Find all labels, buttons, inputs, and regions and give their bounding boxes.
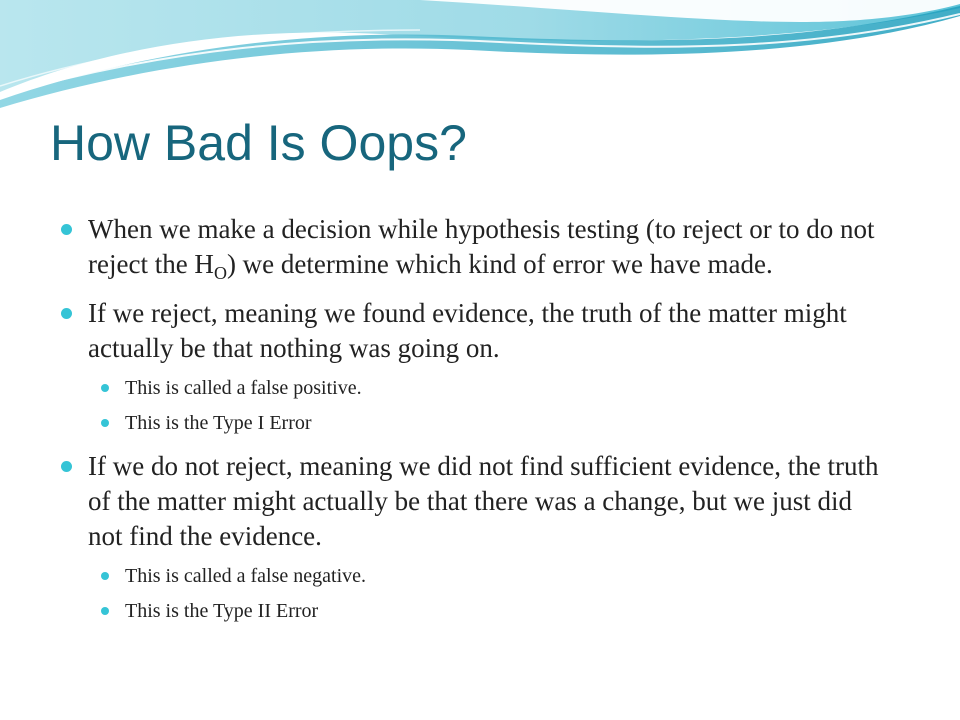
subbullet-text: This is called a false negative. xyxy=(125,565,367,587)
subbullet-dot-icon xyxy=(101,572,109,580)
bullet-dot-icon xyxy=(61,461,72,472)
subbullet-text: This is called a false positive. xyxy=(125,377,362,399)
subbullet-type-one-error xyxy=(97,411,880,435)
bullet-dot-icon xyxy=(61,308,72,319)
bullet-text: When we make a decision while hypothesis testing (to reject or to do not reject the H xyxy=(88,214,875,279)
subbullet-false-negative xyxy=(97,564,880,588)
header-wave-decoration xyxy=(0,0,960,120)
subbullet-dot-icon xyxy=(101,384,109,392)
subbullet-type-two-error xyxy=(97,599,880,623)
bullet-text-continued: ) we determine which kind of error we have made. xyxy=(226,249,773,279)
bullet-list xyxy=(60,212,880,623)
subbullet-dot-icon xyxy=(101,419,109,427)
subbullet-text: This is the Type II Error xyxy=(125,600,319,622)
bullet-do-not-reject xyxy=(60,449,880,554)
slide-title: How Bad Is Oops? xyxy=(50,115,467,171)
bullet-text: If we do not reject, meaning we did not find sufficient evidence, the truth of the matter might actually be that there was a change, but we just did not find the evidence. xyxy=(88,451,879,551)
bullet-text: If we reject, meaning we found evidence, the truth of the matter might actually be that nothing was going on. xyxy=(88,298,847,363)
bullet-dot-icon xyxy=(61,224,72,235)
hypothesis-subscript: O xyxy=(213,263,227,283)
bullet-reject xyxy=(60,296,880,366)
bullet-decision-error xyxy=(60,212,880,282)
subbullet-text: This is the Type I Error xyxy=(125,412,312,434)
subbullet-false-positive xyxy=(97,376,880,400)
subbullet-dot-icon xyxy=(101,607,109,615)
